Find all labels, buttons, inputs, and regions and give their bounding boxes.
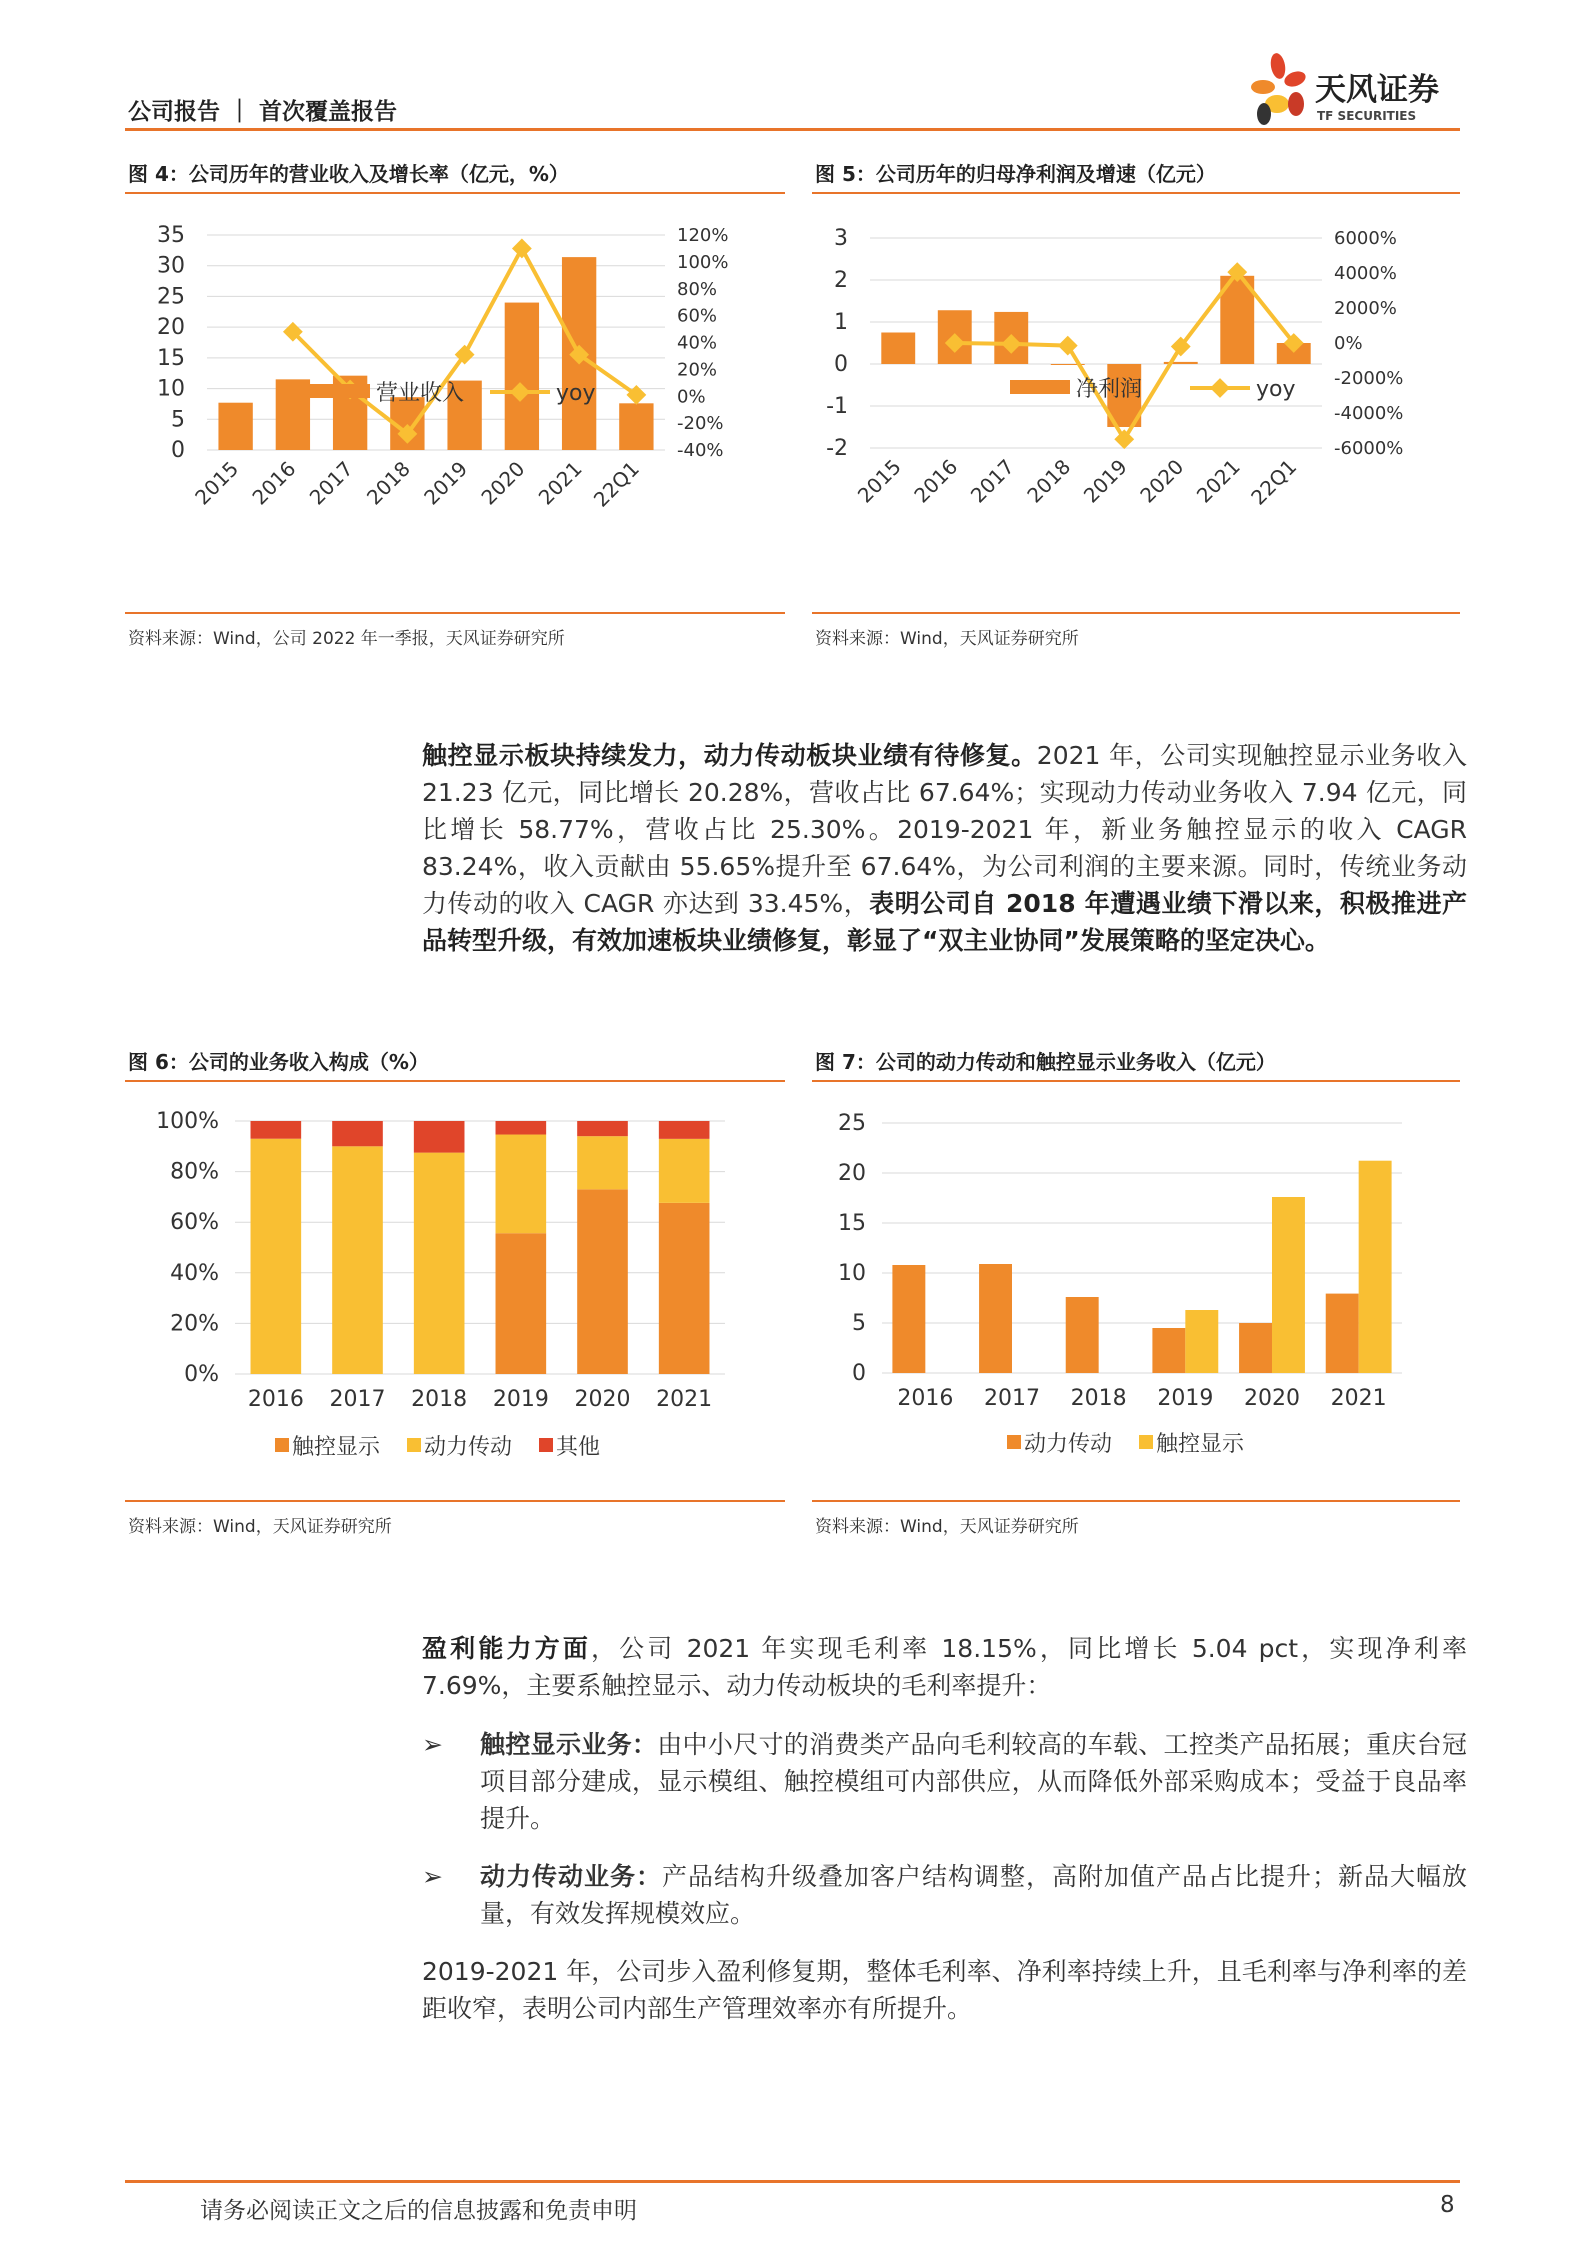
y-tick-label: 20% — [170, 1311, 219, 1337]
bar-触控显示-2021 — [1359, 1161, 1392, 1373]
bullet-power-transmission — [422, 1858, 1467, 1932]
x-tick-label: 2021 — [1191, 454, 1245, 508]
bar-其他-2019 — [496, 1121, 547, 1135]
y-right-tick-label: -40% — [677, 440, 724, 461]
bar-触控显示-2021 — [659, 1203, 710, 1374]
bar-动力传动-2016 — [892, 1265, 925, 1373]
x-tick-label: 2019 — [492, 1387, 549, 1412]
x-tick-label: 2021 — [533, 456, 587, 510]
y-tick-label: 5 — [852, 1311, 866, 1336]
bar-动力传动-2021 — [1326, 1294, 1359, 1373]
bar-动力传动-2016 — [251, 1139, 302, 1374]
legend-swatch-bar — [1010, 380, 1070, 394]
y-tick-label: 100% — [156, 1109, 219, 1134]
x-tick-label: 2020 — [1244, 1386, 1300, 1411]
bar-触控显示-2019 — [1185, 1310, 1218, 1373]
legend-label: 营业收入 — [376, 381, 465, 406]
logo-subtext: TF SECURITIES — [1317, 109, 1417, 123]
y-right-tick-label: -20% — [677, 413, 724, 435]
legend-swatch — [407, 1438, 421, 1452]
bar-2015 — [881, 333, 915, 365]
y-tick-label: 60% — [170, 1210, 219, 1236]
y-right-tick-label: 60% — [677, 305, 718, 327]
y-left-tick-label: -2 — [826, 436, 848, 461]
x-tick-label: 2015 — [190, 456, 244, 510]
x-tick-label: 2015 — [852, 454, 906, 508]
y-right-tick-label: 0% — [1334, 333, 1363, 354]
x-tick-label: 22Q1 — [1246, 454, 1302, 510]
y-right-tick-label: 0% — [677, 386, 706, 408]
bar-动力传动-2018 — [414, 1153, 465, 1374]
bar-触控显示-2019 — [496, 1233, 547, 1374]
x-tick-label: 2020 — [476, 456, 530, 510]
p2-lead: 盈利能力方面 — [422, 1634, 591, 1663]
legend-swatch-bar — [310, 384, 370, 398]
y-right-tick-label: 100% — [677, 251, 729, 273]
bar-触控显示-2020 — [577, 1189, 628, 1374]
x-tick-label: 22Q1 — [588, 456, 644, 512]
p2-body: ，公司 2021 年实现毛利率 18.15%，同比增长 5.04 pct，实现净利率 7.69%，主要系触控显示、动力传动板块的毛利率提升： — [422, 1634, 1467, 1700]
legend-label: 其他 — [556, 1435, 601, 1460]
bar-2015 — [218, 403, 252, 450]
legend-label: 触控显示 — [1156, 1432, 1245, 1457]
fig7-source-rule — [812, 1500, 1460, 1502]
y-tick-label: 25 — [838, 1111, 866, 1136]
paragraph-profitability — [422, 1630, 1467, 1704]
bar-动力传动-2019 — [1152, 1328, 1185, 1373]
x-tick-label: 2018 — [1070, 1386, 1127, 1411]
bar-触控显示-2020 — [1272, 1197, 1305, 1373]
y-right-tick-label: -4000% — [1334, 403, 1404, 424]
y-tick-label: 0 — [852, 1361, 866, 1386]
bar-2016 — [276, 379, 310, 450]
y-left-tick-label: 0 — [171, 438, 185, 463]
fig5-source: 资料来源：Wind，天风证券研究所 — [815, 629, 1079, 649]
y-left-tick-label: 25 — [157, 284, 185, 310]
b2-lead: 动力传动业务： — [480, 1862, 662, 1891]
x-tick-label: 2018 — [1022, 454, 1076, 508]
y-left-tick-label: 30 — [157, 253, 185, 279]
legend-swatch-marker — [1210, 378, 1230, 398]
legend-label: 动力传动 — [424, 1435, 513, 1460]
bar-动力传动-2020 — [1239, 1323, 1272, 1373]
b1-lead: 触控显示业务： — [480, 1730, 658, 1759]
x-tick-label: 2016 — [247, 456, 301, 510]
bar-其他-2021 — [659, 1121, 710, 1139]
y-tick-label: 0% — [184, 1362, 219, 1387]
y-right-tick-label: -6000% — [1334, 438, 1404, 459]
x-tick-label: 2018 — [361, 456, 415, 510]
fig6-source-rule — [125, 1500, 785, 1502]
x-tick-label: 2017 — [304, 456, 358, 510]
x-tick-label: 2016 — [897, 1386, 954, 1411]
x-tick-label: 2017 — [329, 1387, 386, 1412]
fig4-title: 图 4：公司历年的营业收入及增长率（亿元，%） — [128, 162, 569, 186]
legend-swatch — [1139, 1435, 1153, 1449]
x-tick-label: 2019 — [419, 456, 473, 510]
bar-其他-2020 — [577, 1121, 628, 1136]
x-tick-label: 2021 — [656, 1387, 713, 1412]
legend-swatch — [1007, 1435, 1021, 1449]
y-left-tick-label: 0 — [834, 352, 848, 377]
y-left-tick-label: 2 — [834, 268, 848, 293]
y-tick-label: 10 — [838, 1261, 866, 1286]
bar-其他-2018 — [414, 1121, 465, 1153]
legend-swatch — [539, 1438, 553, 1452]
fig6-title-rule — [125, 1080, 785, 1082]
legend-label: yoy — [556, 381, 596, 406]
paragraph-margin-recovery: 2019-2021 年，公司步入盈利修复期，整体毛利率、净利率持续上升，且毛利率与净利率的差距收窄，表明公司内部生产管理效率亦有所提升。 — [422, 1957, 1467, 2023]
fig7-source: 资料来源：Wind，天风证券研究所 — [815, 1517, 1079, 1537]
fig7-chart — [812, 1088, 1460, 1498]
company-logo — [1250, 52, 1465, 142]
legend-swatch — [275, 1438, 289, 1452]
y-right-tick-label: 6000% — [1334, 228, 1397, 249]
y-tick-label: 80% — [170, 1159, 219, 1185]
y-tick-label: 15 — [838, 1211, 866, 1236]
yoy-point — [1114, 429, 1134, 449]
p1-lead: 触控显示板块持续发力，动力传动板块业绩有待修复。 — [422, 741, 1037, 770]
bar-动力传动-2019 — [496, 1135, 547, 1234]
y-left-tick-label: -1 — [826, 394, 848, 419]
y-left-tick-label: 3 — [834, 226, 848, 251]
fig4-chart — [125, 200, 785, 610]
bar-动力传动-2021 — [659, 1139, 710, 1203]
paragraph-business-segments — [422, 737, 1467, 959]
x-tick-label: 2018 — [411, 1387, 468, 1412]
y-tick-label: 40% — [170, 1260, 219, 1286]
b1-body: 由中小尺寸的消费类产品向毛利较高的车载、工控类产品拓展；重庆台冠项目部分建成，显示模组、触控模组可内部供应，从而降低外部采购成本；受益于良品率提升。 — [480, 1730, 1467, 1833]
b2-body: 产品结构升级叠加客户结构调整，高附加值产品占比提升；新品大幅放量，有效发挥规模效应。 — [480, 1862, 1467, 1928]
y-left-tick-label: 5 — [171, 407, 185, 433]
y-right-tick-label: -2000% — [1334, 368, 1404, 389]
legend-label: 触控显示 — [292, 1435, 381, 1460]
flower-logo-icon — [1251, 52, 1308, 125]
bar-其他-2017 — [332, 1121, 383, 1146]
y-left-tick-label: 10 — [157, 376, 185, 402]
x-tick-label: 2017 — [965, 454, 1019, 508]
y-right-tick-label: 40% — [677, 332, 718, 354]
legend-label: 净利润 — [1076, 377, 1143, 402]
legend-label: yoy — [1256, 377, 1296, 402]
logo-text: 天风证券 — [1315, 72, 1439, 108]
footer-divider — [125, 2180, 1460, 2183]
report-type-title: 公司报告 ｜ 首次覆盖报告 — [128, 99, 398, 125]
fig4-title-rule — [125, 192, 785, 194]
fig6-chart — [125, 1088, 785, 1498]
yoy-point — [1058, 336, 1078, 356]
bar-动力传动-2018 — [1066, 1297, 1099, 1373]
fig5-title-rule — [812, 192, 1460, 194]
x-tick-label: 2016 — [247, 1387, 304, 1412]
p1-body: 2021 年，公司实现触控显示业务收入 21.23 亿元，同比增长 20.28%，营收占比 67.64%；实现动力传动业务收入 7.94 亿元，同比增长 58.77%，营收占比 25.30%。2019-2021 年，新业务触控显示的收入 CAGR 83.24%，收入贡献由 55.65%提升至 67.64%，为公司利润的主要来源。同时，传统业务动力传动的收入 CAGR 亦达到 33.45%， — [422, 741, 1467, 918]
x-tick-label: 2019 — [1157, 1386, 1214, 1411]
disclaimer-link[interactable]: 请务必阅读正文之后的信息披露和免责申明 — [200, 2198, 637, 2224]
fig5-source-rule — [812, 612, 1460, 614]
y-left-tick-label: 35 — [157, 223, 185, 248]
bullet-arrow-icon: ➢ — [422, 1730, 443, 1759]
x-tick-label: 2016 — [909, 454, 963, 508]
x-tick-label: 2020 — [574, 1387, 631, 1412]
bar-2020 — [505, 303, 539, 450]
bullet-arrow-icon: ➢ — [422, 1862, 443, 1891]
fig4-source: 资料来源：Wind，公司 2022 年一季报，天风证券研究所 — [128, 629, 565, 649]
bar-动力传动-2020 — [577, 1136, 628, 1189]
bar-动力传动-2017 — [979, 1264, 1012, 1373]
p1-conclusion: 表明公司自 2018 年遭遇业绩下滑以来，积极推进产品转型升级，有效加速板块业绩修复，彰显了“双主业协同”发展策略的坚定决心。 — [422, 889, 1467, 955]
bar-其他-2016 — [251, 1121, 302, 1139]
y-left-tick-label: 20 — [157, 315, 185, 341]
fig7-title-rule — [812, 1080, 1460, 1082]
y-left-tick-label: 1 — [834, 310, 848, 335]
fig5-chart — [812, 200, 1460, 610]
y-left-tick-label: 15 — [157, 345, 185, 371]
yoy-point — [512, 239, 532, 259]
bullet-touch-display — [422, 1726, 1467, 1837]
fig6-title: 图 6：公司的业务收入构成（%） — [128, 1050, 429, 1074]
fig4-source-rule — [125, 612, 785, 614]
legend-label: 动力传动 — [1024, 1432, 1113, 1457]
page-number: 8 — [1440, 2192, 1455, 2218]
y-right-tick-label: 20% — [677, 359, 718, 381]
bar-22Q1 — [619, 403, 653, 450]
y-right-tick-label: 80% — [677, 278, 718, 300]
x-tick-label: 2020 — [1135, 454, 1189, 508]
y-tick-label: 20 — [838, 1161, 866, 1186]
x-tick-label: 2021 — [1330, 1386, 1387, 1411]
x-tick-label: 2017 — [984, 1386, 1040, 1411]
y-right-tick-label: 2000% — [1334, 298, 1397, 319]
y-right-tick-label: 120% — [677, 225, 729, 246]
fig5-title: 图 5：公司历年的归母净利润及增速（亿元） — [815, 162, 1216, 186]
x-tick-label: 2019 — [1078, 454, 1132, 508]
fig7-title: 图 7：公司的动力传动和触控显示业务收入（亿元） — [815, 1050, 1276, 1074]
fig6-source: 资料来源：Wind，天风证券研究所 — [128, 1517, 392, 1537]
bar-动力传动-2017 — [332, 1146, 383, 1374]
y-right-tick-label: 4000% — [1334, 263, 1397, 284]
